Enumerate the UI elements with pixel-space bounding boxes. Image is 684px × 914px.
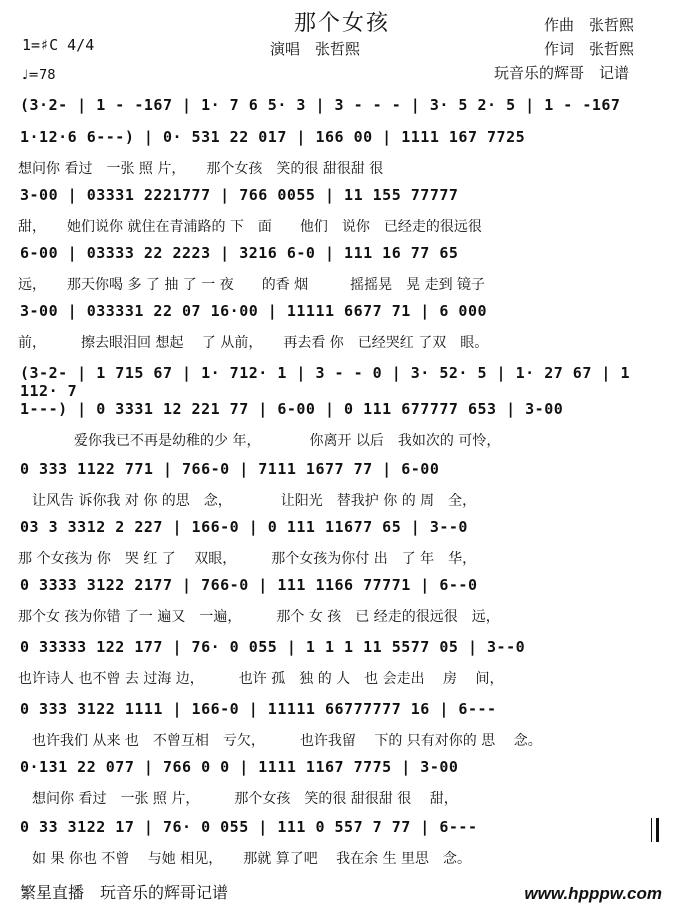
lyric-line: 也许我们 从来 也 不曾互相 亏欠， 也许我留 下的 只有对你的 思 念。 (18, 733, 542, 749)
tempo-marking: ♩=78 (22, 68, 56, 83)
notation-line: 1---) | 0 3331 12 221 77 | 6-00 | 0 111 677777 653 | 3-00 (20, 400, 564, 418)
score-row (0, 186, 684, 244)
score-row (0, 400, 684, 458)
final-barline-thick (656, 818, 659, 842)
notation-line: 0 333 3122 1111 | 166-0 | 11111 66777777 16 | 6--- (20, 700, 497, 718)
score-row (0, 818, 684, 876)
notation-line: (3-2- | 1 715 67 | 1· 712· 1 | 3 - - 0 | 3· 52· 5 | 1· 27 67 | 1 112· 7 (20, 364, 630, 400)
final-barline-thin (651, 818, 652, 842)
lyric-line: 让风告 诉你我 对 你 的思 念， 让阳光 替我护 你 的 周 全， (18, 493, 477, 509)
score-row (0, 638, 684, 696)
score-row (0, 576, 684, 634)
footer-credit: 繁星直播 玩音乐的辉哥记谱 (20, 883, 229, 902)
notation-line: 6-00 | 03333 22 2223 | 3216 6-0 | 111 16 77 65 (20, 244, 459, 262)
lyric-line: 那个女 孩为你错 了一 遍又 一遍， 那个 女 孩 已 经走的很远很 远， (18, 609, 500, 625)
notation-line: (3·2- | 1 - -167 | 1· 7 6 5· 3 | 3 - - - | 3· 5 2· 5 | 1 - -167 (20, 96, 621, 114)
score-row (0, 518, 684, 576)
notation-line: 0 3333 3122 2177 | 766-0 | 111 1166 77771 | 6--0 (20, 576, 478, 594)
notation-line: 3-00 | 03331 2221777 | 766 0055 | 11 155 77777 (20, 186, 459, 204)
lyricist-credit: 作词 张哲熙 (544, 40, 635, 58)
lyric-line: 远， 那天你喝 多 了 抽 了 一 夜 的香 烟 摇摇晃 晃 走到 镜子 (18, 277, 486, 293)
site-watermark: www.hpppw.com (524, 884, 662, 903)
notation-line: 3-00 | 033331 22 07 16·00 | 11111 6677 71 | 6 000 (20, 302, 488, 320)
key-signature: 1=♯C 4/4 (22, 36, 95, 54)
lyric-line: 想问你 看过 一张 照 片， 那个女孩 笑的很 甜很甜 很 (18, 161, 384, 177)
composer-credit: 作曲 张哲熙 (544, 16, 635, 34)
lyric-line: 甜， 她们说你 就住在青浦路的 下 面 他们 说你 已经走的很远很 (18, 219, 482, 235)
notation-line: 1·12·6 6---) | 0· 531 22 017 | 166 00 | 1111 167 7725 (20, 128, 526, 146)
notation-line: 0 33333 122 177 | 76· 0 055 | 1 1 1 11 5577 05 | 3--0 (20, 638, 526, 656)
song-title: 那个女孩 (293, 11, 390, 36)
lyric-line: 也许诗人 也不曾 去 过海 边， 也许 孤 独 的 人 也 会走出 房 间， (18, 671, 504, 687)
score-row (0, 460, 684, 518)
score-row (0, 758, 684, 816)
score-row (0, 128, 684, 186)
singer-credit: 演唱 张哲熙 (270, 40, 361, 58)
notation-line: 0 333 1122 771 | 766-0 | 7111 1677 77 | 6-00 (20, 460, 440, 478)
lyric-line: 如 果 你也 不曾 与她 相见， 那就 算了吧 我在余 生 里思 念。 (18, 851, 472, 867)
lyric-line: 爱你我已不再是幼稚的少 年， 你离开 以后 我如次的 可怜， (18, 433, 501, 449)
transcriber-credit: 玩音乐的辉哥 记谱 (494, 64, 630, 82)
notation-line: 03 3 3312 2 227 | 166-0 | 0 111 11677 65 | 3--0 (20, 518, 468, 536)
score-row (0, 302, 684, 360)
score-row (0, 244, 684, 302)
lyric-line: 那 个女孩为 你 哭 红 了 双眼， 那个女孩为你付 出 了 年 华， (18, 551, 477, 567)
score-row (0, 700, 684, 758)
lyric-line: 前， 擦去眼泪回 想起 了 从前， 再去看 你 已经哭红 了双 眼。 (18, 335, 489, 351)
lyric-line: 想问你 看过 一张 照 片， 那个女孩 笑的很 甜很甜 很 甜， (18, 791, 458, 807)
notation-line: 0·131 22 077 | 766 0 0 | 1111 1167 7775 | 3-00 (20, 758, 459, 776)
notation-line: 0 33 3122 17 | 76· 0 055 | 111 0 557 7 77 | 6--- (20, 818, 478, 836)
